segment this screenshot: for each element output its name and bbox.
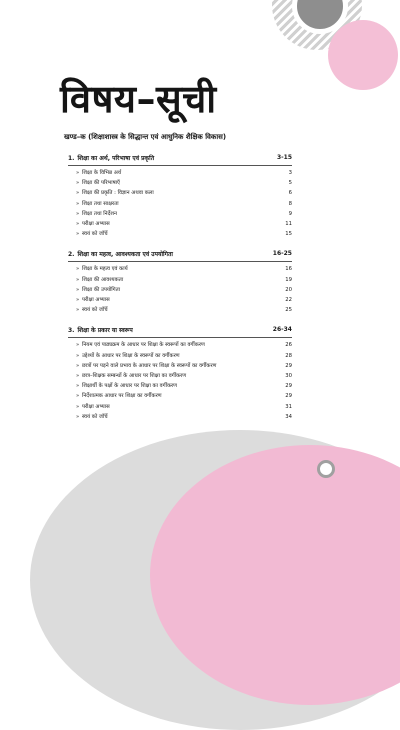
- chapter-title: शिक्षा का अर्थ, परिभाषा एवं प्रकृति: [77, 155, 155, 162]
- page-number: 34: [285, 413, 292, 420]
- list-item: [76, 264, 292, 274]
- chapter-list: [64, 154, 292, 422]
- chapter-title-group: [68, 154, 154, 162]
- list-item: [76, 361, 292, 371]
- page-number: 20: [285, 286, 292, 293]
- list-item: [76, 412, 292, 422]
- decorative-grey-arc: [30, 430, 400, 730]
- bullet-icon: »: [76, 276, 80, 283]
- topic-label: छात्रों पर पड़ने वाले प्रभाव के आधार पर शिक्षा के स्वरूपों का वर्गीकरण: [82, 362, 217, 369]
- decorative-pink-arc: [150, 445, 400, 705]
- topic-label: शिक्षा तथा निर्देशन: [82, 210, 117, 217]
- page-number: 26: [285, 342, 292, 349]
- bullet-icon: »: [76, 297, 80, 304]
- topic-label: परीक्षा अभ्यास: [82, 221, 110, 228]
- topic-label: उद्देश्यों के आधार पर शिक्षा के स्वरूपों का वर्गीकरण: [82, 352, 180, 359]
- bullet-icon: »: [76, 373, 80, 380]
- page-number: 22: [285, 297, 292, 304]
- list-item: [76, 209, 292, 219]
- topic-label: स्वयं को जाँचें: [82, 413, 108, 420]
- bullet-icon: »: [76, 352, 80, 359]
- list-item: [76, 371, 292, 381]
- list-item: [76, 305, 292, 315]
- bullet-icon: »: [76, 383, 80, 390]
- list-item: [76, 381, 292, 391]
- chapter-1: [64, 154, 292, 239]
- topic-label: परीक्षा अभ्यास: [82, 297, 110, 304]
- page-number: 31: [285, 403, 292, 410]
- bullet-icon: »: [76, 180, 80, 187]
- list-item: [76, 391, 292, 401]
- list-item: [76, 199, 292, 209]
- page-number: 6: [288, 190, 292, 197]
- list-item: [76, 219, 292, 229]
- list-item: [76, 275, 292, 285]
- decorative-grey-circle: [292, 0, 348, 34]
- bullet-icon: »: [76, 307, 80, 314]
- topic-label: शिक्षा की परिभाषाएँ: [82, 180, 120, 187]
- topic-label: स्वयं को जाँचें: [82, 307, 108, 314]
- chapter-page-range: 3-15: [276, 154, 292, 161]
- list-item: [76, 402, 292, 412]
- topic-label: शिक्षार्थी के पक्षों के आधार पर शिक्षा का वर्गीकरण: [82, 383, 178, 390]
- bullet-icon: »: [76, 200, 80, 207]
- topic-label: शिक्षा के विभिन्न अर्थ: [82, 170, 122, 176]
- decorative-pink-circle: [328, 20, 398, 90]
- table-of-contents: [64, 133, 292, 433]
- list-item: [76, 229, 292, 239]
- topic-label: परीक्षा अभ्यास: [82, 403, 110, 410]
- topic-label: स्वयं को जाँचें: [82, 231, 108, 238]
- page-number: 29: [285, 393, 292, 400]
- chapter-page-range: 26-34: [272, 326, 292, 334]
- bullet-icon: »: [76, 403, 80, 410]
- list-item: [76, 188, 292, 198]
- chapter-number: 2.: [68, 251, 75, 259]
- chapter-title: शिक्षा का महत्व, आवश्यकता एवं उपयोगिता: [77, 251, 173, 259]
- chapter-number: 3.: [68, 327, 75, 335]
- topic-label: निर्देशात्मक आधार पर शिक्षा का वर्गीकरण: [82, 393, 162, 400]
- chapter-heading: [68, 250, 292, 262]
- chapter-title-group: [68, 326, 133, 334]
- topic-label: छात्र–शिक्षक सम्बन्धों के आधार पर शिक्षा का वर्गीकरण: [82, 373, 187, 380]
- page-number: 16: [285, 266, 292, 273]
- page-number: 19: [285, 276, 292, 283]
- bullet-icon: »: [76, 231, 80, 238]
- page-number: 3: [288, 170, 292, 176]
- list-item: [76, 168, 292, 178]
- topic-label: शिक्षा की आवश्यकता: [82, 276, 124, 283]
- page-number: 8: [288, 200, 292, 207]
- list-item: [76, 178, 292, 188]
- page-number: 9: [288, 210, 292, 217]
- page-number: 30: [285, 373, 292, 380]
- section-heading: खण्ड–क (शिक्षाशास्त्र के सिद्धान्त एवं आधुनिक शैक्षिक विकास): [64, 133, 227, 141]
- bullet-icon: »: [76, 221, 80, 228]
- chapter-page-range: 16-25: [272, 250, 292, 258]
- list-item: [76, 340, 292, 350]
- topic-label: शिक्षा की प्रकृति : विज्ञान अथवा कला: [82, 190, 154, 197]
- page-number: 25: [285, 307, 292, 314]
- page-number: 29: [285, 383, 292, 390]
- page-number: 11: [285, 221, 292, 228]
- bullet-icon: »: [76, 266, 80, 273]
- chapter-title-group: [68, 250, 173, 258]
- topic-label: शिक्षा तथा साक्षरता: [82, 200, 119, 207]
- bullet-icon: »: [76, 413, 80, 420]
- decorative-ring: [317, 460, 335, 478]
- chapter-2: [64, 250, 292, 315]
- page-title: विषय–सूची: [60, 77, 217, 121]
- bullet-icon: »: [76, 362, 80, 369]
- chapter-heading: [68, 154, 292, 166]
- page-number: 28: [285, 352, 292, 359]
- bullet-icon: »: [76, 342, 80, 349]
- bullet-icon: »: [76, 190, 80, 197]
- chapter-3: [64, 326, 292, 422]
- chapter-title: शिक्षा के प्रकार या स्वरूप: [77, 327, 133, 335]
- topic-label: शिक्षा के महत्व एवं कार्य: [82, 266, 128, 273]
- list-item: [76, 295, 292, 305]
- chapter-heading: [68, 326, 292, 338]
- bullet-icon: »: [76, 286, 80, 293]
- bullet-icon: »: [76, 210, 80, 217]
- page-number: 29: [285, 362, 292, 369]
- page-number: 15: [285, 231, 292, 238]
- topic-label: शिक्षा की उपयोगिता: [82, 286, 121, 293]
- bullet-icon: »: [76, 170, 80, 176]
- list-item: [76, 351, 292, 361]
- topic-label: नियम एवं पाठ्यक्रम के आधार पर शिक्षा के स्वरूपों का वर्गीकरण: [82, 342, 205, 349]
- list-item: [76, 285, 292, 295]
- chapter-number: 1.: [68, 155, 75, 162]
- decorative-striped-circle: [272, 0, 362, 50]
- page-number: 5: [288, 180, 292, 187]
- bullet-icon: »: [76, 393, 80, 400]
